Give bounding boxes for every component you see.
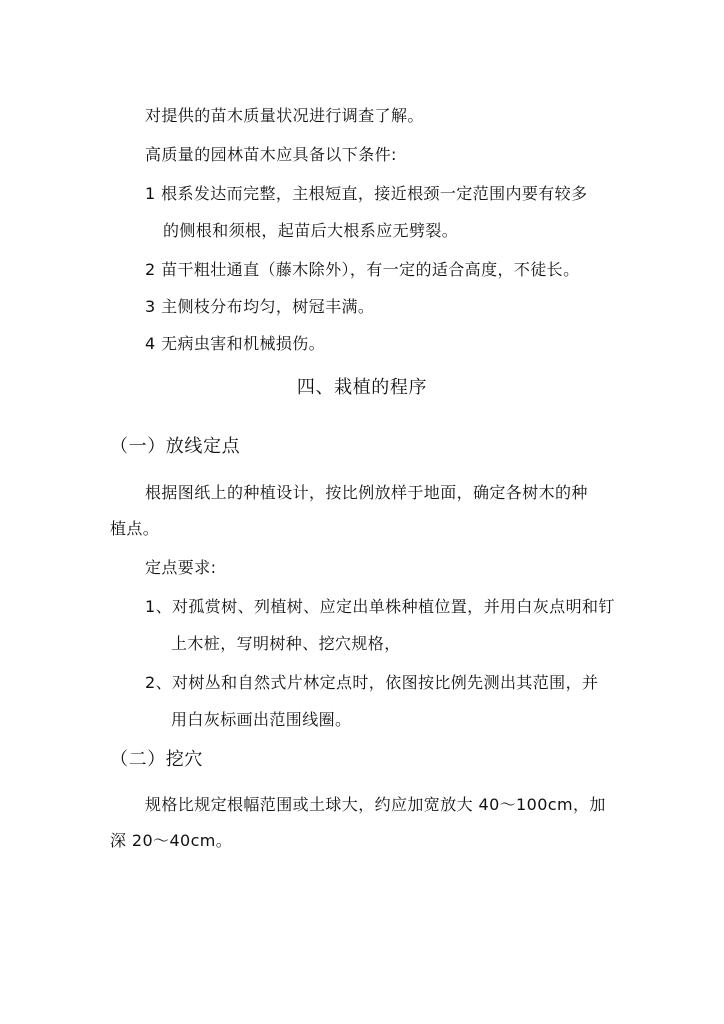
subsection-1-para-line-2: 植点。: [110, 519, 160, 538]
requirement-2-line-2: 用白灰标画出范围线圈。: [171, 710, 352, 729]
subsection-2-para-line-2: 深 20～40cm。: [110, 831, 233, 850]
condition-2: 2 苗干粗壮通直（藤木除外），有一定的适合高度，不徒长。: [145, 260, 580, 279]
subsection-2-para-line-1: 规格比规定根幅范围或土球大，约应加宽放大 40～100cm，加: [145, 795, 606, 814]
subsection-2-title: （二）挖穴: [110, 749, 203, 770]
intro-line: 对提供的苗木质量状况进行调查了解。: [145, 106, 424, 125]
quality-heading: 高质量的园林苗木应具备以下条件:: [145, 145, 397, 164]
section-title: 四、栽植的程序: [296, 377, 428, 398]
condition-1-line-1: 1 根系发达而完整，主根短直，接近根颈一定范围内要有较多: [145, 184, 588, 203]
requirements-label: 定点要求:: [145, 558, 217, 577]
condition-1-line-2: 的侧根和须根，起苗后大根系应无劈裂。: [163, 221, 459, 240]
requirement-1-line-1: 1、对孤赏树、列植树、应定出单株种植位置，并用白灰点明和钉: [145, 597, 615, 616]
subsection-1-para-line-1: 根据图纸上的种植设计，按比例放样于地面，确定各树木的种: [145, 483, 588, 502]
condition-3: 3 主侧枝分布均匀，树冠丰满。: [145, 297, 375, 316]
requirement-2-line-1: 2、对树丛和自然式片林定点时，依图按比例先测出其范围，并: [145, 673, 599, 692]
condition-4: 4 无病虫害和机械损伤。: [145, 334, 326, 353]
subsection-1-title: （一）放线定点: [110, 436, 241, 457]
requirement-1-line-2: 上木桩，写明树种、挖穴规格，: [171, 634, 401, 653]
